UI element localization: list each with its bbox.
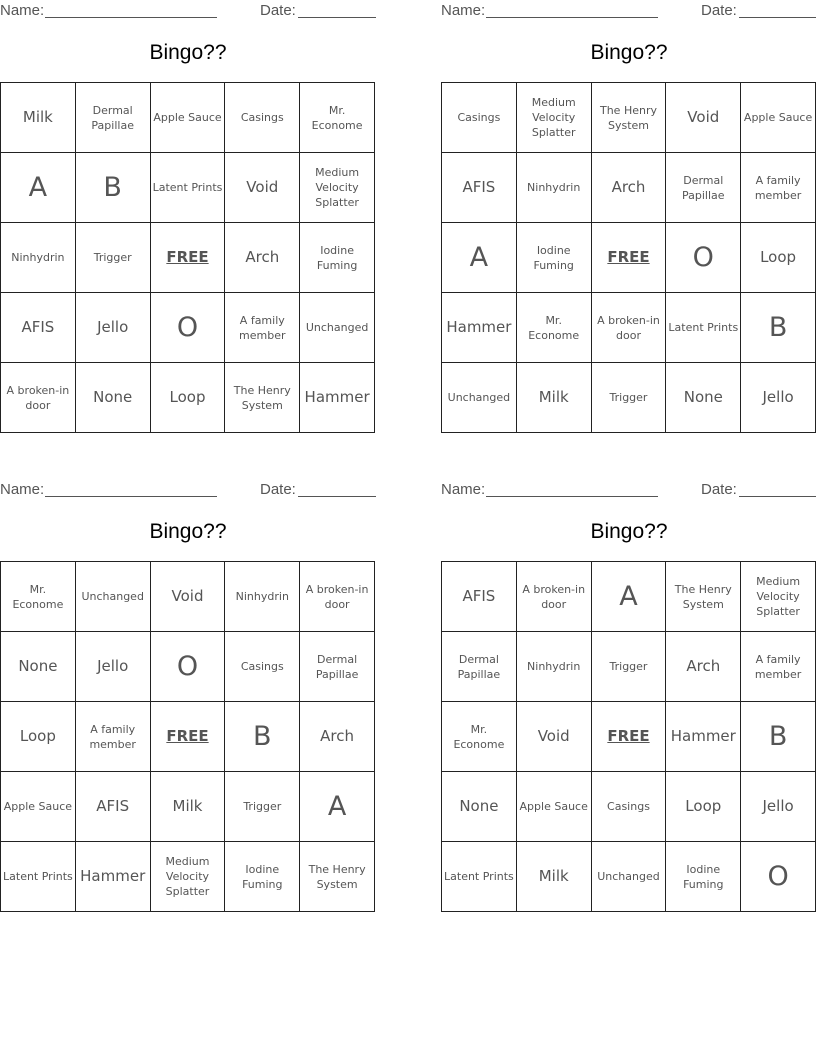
card-title: Bingo??: [149, 41, 227, 64]
bingo-cell[interactable]: Trigger: [592, 363, 667, 433]
card-title: Bingo??: [149, 520, 227, 543]
bingo-cell[interactable]: Iodine Fuming: [300, 223, 375, 293]
bingo-cell[interactable]: A: [592, 562, 667, 632]
bingo-cell[interactable]: Iodine Fuming: [225, 842, 300, 912]
name-date-header: [441, 481, 816, 499]
name-field[interactable]: [45, 17, 217, 18]
bingo-cell[interactable]: Loop: [1, 702, 76, 772]
bingo-cell[interactable]: Apple Sauce: [741, 83, 816, 153]
name-field[interactable]: [45, 496, 217, 497]
bingo-cell[interactable]: Latent Prints: [151, 153, 226, 223]
bingo-cell[interactable]: Milk: [151, 772, 226, 842]
bingo-cell[interactable]: Medium Velocity Splatter: [517, 83, 592, 153]
bingo-cell[interactable]: Latent Prints: [666, 293, 741, 363]
bingo-cell[interactable]: Jello: [76, 293, 151, 363]
bingo-cell[interactable]: Mr. Econome: [442, 702, 517, 772]
bingo-cell[interactable]: None: [1, 632, 76, 702]
bingo-cell[interactable]: B: [741, 702, 816, 772]
name-field[interactable]: [486, 17, 658, 18]
bingo-card-4: [441, 479, 816, 914]
bingo-cell[interactable]: Ninhydrin: [517, 153, 592, 223]
bingo-cell[interactable]: B: [76, 153, 151, 223]
bingo-cell[interactable]: Jello: [741, 772, 816, 842]
bingo-cell[interactable]: Hammer: [442, 293, 517, 363]
bingo-cell[interactable]: AFIS: [1, 293, 76, 363]
bingo-cell[interactable]: Ninhydrin: [1, 223, 76, 293]
bingo-cell[interactable]: The Henry System: [592, 83, 667, 153]
bingo-cell[interactable]: Latent Prints: [1, 842, 76, 912]
bingo-cell[interactable]: Mr. Econome: [517, 293, 592, 363]
bingo-cell[interactable]: Ninhydrin: [517, 632, 592, 702]
free-space[interactable]: FREE: [592, 223, 667, 293]
free-space[interactable]: FREE: [151, 223, 226, 293]
bingo-card-3: [0, 479, 376, 914]
bingo-cell[interactable]: A: [300, 772, 375, 842]
bingo-cell[interactable]: Trigger: [225, 772, 300, 842]
bingo-cell[interactable]: Dermal Papillae: [300, 632, 375, 702]
bingo-cell[interactable]: A family member: [225, 293, 300, 363]
bingo-cell[interactable]: Medium Velocity Splatter: [300, 153, 375, 223]
bingo-cell[interactable]: Unchanged: [300, 293, 375, 363]
bingo-cell[interactable]: Loop: [741, 223, 816, 293]
date-label: Date:: [701, 2, 737, 19]
bingo-cell[interactable]: Mr. Econome: [1, 562, 76, 632]
bingo-cell[interactable]: The Henry System: [300, 842, 375, 912]
bingo-cell[interactable]: Latent Prints: [442, 842, 517, 912]
name-label: Name:: [441, 481, 486, 498]
name-field[interactable]: [486, 496, 658, 497]
card-title: Bingo??: [590, 41, 668, 64]
bingo-cell[interactable]: Jello: [741, 363, 816, 433]
bingo-cell[interactable]: Medium Velocity Splatter: [151, 842, 226, 912]
date-field[interactable]: [298, 496, 376, 497]
bingo-cell[interactable]: Unchanged: [592, 842, 667, 912]
bingo-cell[interactable]: Mr. Econome: [300, 83, 375, 153]
bingo-cell[interactable]: The Henry System: [225, 363, 300, 433]
bingo-cell[interactable]: O: [151, 293, 226, 363]
bingo-cell[interactable]: A family member: [741, 632, 816, 702]
bingo-cell[interactable]: Trigger: [76, 223, 151, 293]
bingo-cell[interactable]: Trigger: [592, 632, 667, 702]
bingo-cell[interactable]: Casings: [442, 83, 517, 153]
bingo-card-1: [0, 0, 376, 435]
name-label: Name:: [441, 2, 486, 19]
bingo-cell[interactable]: Apple Sauce: [517, 772, 592, 842]
bingo-cell[interactable]: Unchanged: [76, 562, 151, 632]
bingo-cell[interactable]: Iodine Fuming: [517, 223, 592, 293]
bingo-cell[interactable]: Arch: [666, 632, 741, 702]
bingo-cell[interactable]: Milk: [517, 363, 592, 433]
date-field[interactable]: [298, 17, 376, 18]
bingo-cell[interactable]: Iodine Fuming: [666, 842, 741, 912]
bingo-cell[interactable]: Arch: [225, 223, 300, 293]
name-date-header: [441, 2, 816, 20]
bingo-cell[interactable]: Void: [666, 83, 741, 153]
bingo-cell[interactable]: AFIS: [442, 153, 517, 223]
bingo-cell[interactable]: Ninhydrin: [225, 562, 300, 632]
date-label: Date:: [701, 481, 737, 498]
bingo-cell[interactable]: A: [442, 223, 517, 293]
name-label: Name:: [0, 481, 45, 498]
bingo-cell[interactable]: AFIS: [442, 562, 517, 632]
bingo-cell[interactable]: O: [741, 842, 816, 912]
date-label: Date:: [260, 481, 296, 498]
bingo-cell[interactable]: A broken-in door: [1, 363, 76, 433]
bingo-cell[interactable]: A broken-in door: [300, 562, 375, 632]
bingo-cell[interactable]: Hammer: [76, 842, 151, 912]
bingo-cell[interactable]: Dermal Papillae: [442, 632, 517, 702]
bingo-grid: [0, 82, 375, 433]
bingo-grid: [0, 561, 375, 912]
bingo-cell[interactable]: Apple Sauce: [151, 83, 226, 153]
bingo-cell[interactable]: Void: [225, 153, 300, 223]
bingo-cell[interactable]: Dermal Papillae: [76, 83, 151, 153]
bingo-cell[interactable]: A broken-in door: [592, 293, 667, 363]
bingo-cell[interactable]: Milk: [517, 842, 592, 912]
card-title: Bingo??: [590, 520, 668, 543]
bingo-cell[interactable]: Milk: [1, 83, 76, 153]
bingo-grid: [441, 82, 816, 433]
bingo-cell[interactable]: Loop: [666, 772, 741, 842]
name-label: Name:: [0, 2, 45, 19]
bingo-cell[interactable]: The Henry System: [666, 562, 741, 632]
bingo-card-2: [441, 0, 816, 435]
bingo-cell[interactable]: Casings: [592, 772, 667, 842]
bingo-cell[interactable]: None: [76, 363, 151, 433]
bingo-cell[interactable]: Hammer: [300, 363, 375, 433]
date-label: Date:: [260, 2, 296, 19]
bingo-cell[interactable]: AFIS: [76, 772, 151, 842]
bingo-cell[interactable]: Loop: [151, 363, 226, 433]
bingo-cell[interactable]: A broken-in door: [517, 562, 592, 632]
bingo-cell[interactable]: Casings: [225, 83, 300, 153]
bingo-cell[interactable]: Medium Velocity Splatter: [741, 562, 816, 632]
bingo-cell[interactable]: B: [225, 702, 300, 772]
bingo-cell[interactable]: Casings: [225, 632, 300, 702]
bingo-cell[interactable]: Arch: [300, 702, 375, 772]
bingo-cell[interactable]: O: [666, 223, 741, 293]
bingo-cell[interactable]: Jello: [76, 632, 151, 702]
date-field[interactable]: [739, 17, 816, 18]
bingo-cell[interactable]: O: [151, 632, 226, 702]
bingo-cell[interactable]: None: [442, 772, 517, 842]
free-space[interactable]: FREE: [151, 702, 226, 772]
bingo-cell[interactable]: Arch: [592, 153, 667, 223]
bingo-cell[interactable]: Dermal Papillae: [666, 153, 741, 223]
bingo-cell[interactable]: Void: [517, 702, 592, 772]
bingo-cell[interactable]: Unchanged: [442, 363, 517, 433]
bingo-grid: [441, 561, 816, 912]
bingo-cell[interactable]: None: [666, 363, 741, 433]
name-date-header: [0, 481, 376, 499]
bingo-cell[interactable]: A family member: [76, 702, 151, 772]
bingo-cell[interactable]: A: [1, 153, 76, 223]
date-field[interactable]: [739, 496, 816, 497]
bingo-cell[interactable]: Void: [151, 562, 226, 632]
bingo-cell[interactable]: Apple Sauce: [1, 772, 76, 842]
name-date-header: [0, 2, 376, 20]
free-space[interactable]: FREE: [592, 702, 667, 772]
bingo-cell[interactable]: B: [741, 293, 816, 363]
bingo-cell[interactable]: A family member: [741, 153, 816, 223]
bingo-cell[interactable]: Hammer: [666, 702, 741, 772]
